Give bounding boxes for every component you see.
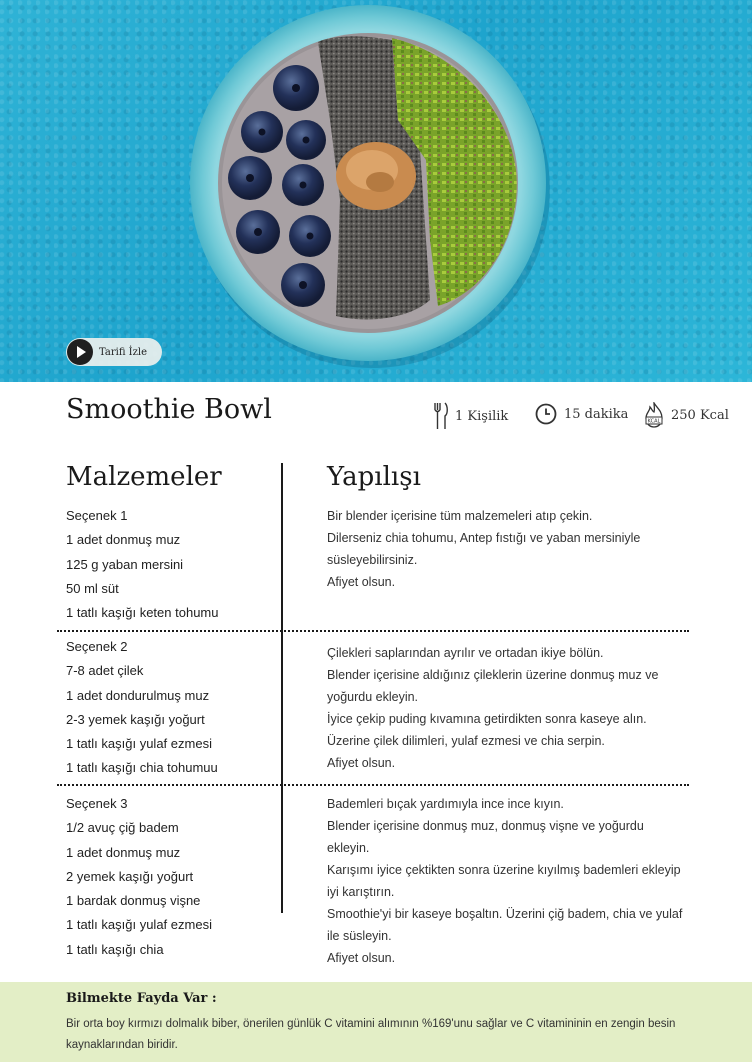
step-line: Smoothie'yi bir kaseye boşaltın. Üzerini çiğ badem, chia ve yulaf xyxy=(327,907,683,921)
step-line: Blender içerisine donmuş muz, donmuş vişne ve yoğurdu xyxy=(327,819,644,833)
option-3-steps xyxy=(327,793,697,969)
step-line: Çilekleri saplarından ayrılır ve ortadan ikiye bölün. xyxy=(327,646,604,660)
option-label: Seçenek 3 xyxy=(66,796,128,811)
option-1-ingredients xyxy=(66,504,218,625)
ingredient-item: 2 yemek kaşığı yoğurt xyxy=(66,868,194,884)
ingredient-item: 1 adet dondurulmuş muz xyxy=(66,687,210,703)
step-line: Afiyet olsun. xyxy=(327,575,396,589)
smoothie-bowl-illustration xyxy=(0,0,752,382)
option-3-ingredients xyxy=(66,792,212,962)
section-divider-1 xyxy=(57,630,689,632)
clock-icon xyxy=(534,402,558,426)
ingredient-item: 1 adet donmuş muz xyxy=(66,844,181,860)
step-line: İyice çekip puding kıvamına getirdikten sonra kaseye alın. xyxy=(327,712,647,726)
calories-info xyxy=(643,402,729,428)
calories-text: 250 Kcal xyxy=(671,407,729,423)
step-line: Afiyet olsun. xyxy=(327,756,396,770)
watch-recipe-label: Tarifi İzle xyxy=(99,346,148,358)
option-2-steps xyxy=(327,642,697,774)
ingredient-item: 125 g yaban mersini xyxy=(66,556,184,572)
step-line: Dilerseniz chia tohumu, Antep fıstığı ve yaban mersiniyle xyxy=(327,531,641,545)
ingredient-item: 1 tatlı kaşığı yulaf ezmesi xyxy=(66,917,212,933)
tip-title: Bilmekte Fayda Var : xyxy=(66,991,217,1006)
servings-info xyxy=(433,402,508,430)
ingredient-item: 1 adet donmuş muz xyxy=(66,532,181,548)
ingredient-item: 2-3 yemek kaşığı yoğurt xyxy=(66,711,205,727)
step-line: Karışımı iyice çektikten sonra üzerine kıyılmış bademleri ekleyip xyxy=(327,863,681,877)
ingredient-item: 1 tatlı kaşığı keten tohumu xyxy=(66,605,219,621)
svg-text:KCAL: KCAL xyxy=(647,418,661,425)
option-label: Seçenek 2 xyxy=(66,639,128,654)
ingredient-item: 1 tatlı kaşığı yulaf ezmesi xyxy=(66,736,212,752)
steps-heading: Yapılışı xyxy=(327,462,421,492)
step-line: süsleyebilirsiniz. xyxy=(327,553,418,567)
recipe-title: Smoothie Bowl xyxy=(66,394,272,425)
ingredient-item: 7-8 adet çilek xyxy=(66,663,144,679)
servings-text: 1 Kişilik xyxy=(455,408,509,424)
option-label: Seçenek 1 xyxy=(66,508,128,523)
step-line: ile süsleyin. xyxy=(327,929,392,943)
tip-text: Bir orta boy kırmızı dolmalık biber, önerilen günlük C vitamini alımının %169'unu sağlar ve C vitamininin en zengin besin kaynaklarından biridir. xyxy=(66,1018,676,1051)
hero-photo xyxy=(0,0,752,382)
step-line: Üzerine çilek dilimleri, yulaf ezmesi ve chia serpin. xyxy=(327,734,605,748)
option-2-ingredients xyxy=(66,635,218,781)
option-1-steps xyxy=(327,505,697,593)
ingredient-item: 1/2 avuç çiğ badem xyxy=(66,820,179,836)
step-line: Blender içerisine aldığınız çileklerin üzerine donmuş muz ve xyxy=(327,668,659,682)
fork-knife-icon xyxy=(433,402,449,430)
time-text: 15 dakika xyxy=(564,406,629,422)
step-line: iyi karıştırın. xyxy=(327,885,395,899)
section-divider-2 xyxy=(57,784,689,786)
ingredient-item: 1 tatlı kaşığı chia tohumuu xyxy=(66,760,218,776)
ingredients-heading: Malzemeler xyxy=(66,462,222,492)
watch-recipe-button[interactable] xyxy=(66,338,162,366)
ingredient-item: 1 bardak donmuş vişne xyxy=(66,893,201,909)
step-line: ekleyin. xyxy=(327,841,370,855)
step-line: Bademleri bıçak yardımıyla ince ince kıyın. xyxy=(327,797,564,811)
kcal-icon xyxy=(643,402,665,428)
step-line: yoğurdu ekleyin. xyxy=(327,690,419,704)
step-line: Afiyet olsun. xyxy=(327,951,396,965)
ingredient-item: 1 tatlı kaşığı chia xyxy=(66,941,164,957)
time-info xyxy=(534,402,628,426)
step-line: Bir blender içerisine tüm malzemeleri atıp çekin. xyxy=(327,509,593,523)
column-divider xyxy=(281,463,283,913)
ingredient-item: 50 ml süt xyxy=(66,580,119,596)
play-icon xyxy=(67,339,93,365)
tip-box xyxy=(0,982,752,1062)
